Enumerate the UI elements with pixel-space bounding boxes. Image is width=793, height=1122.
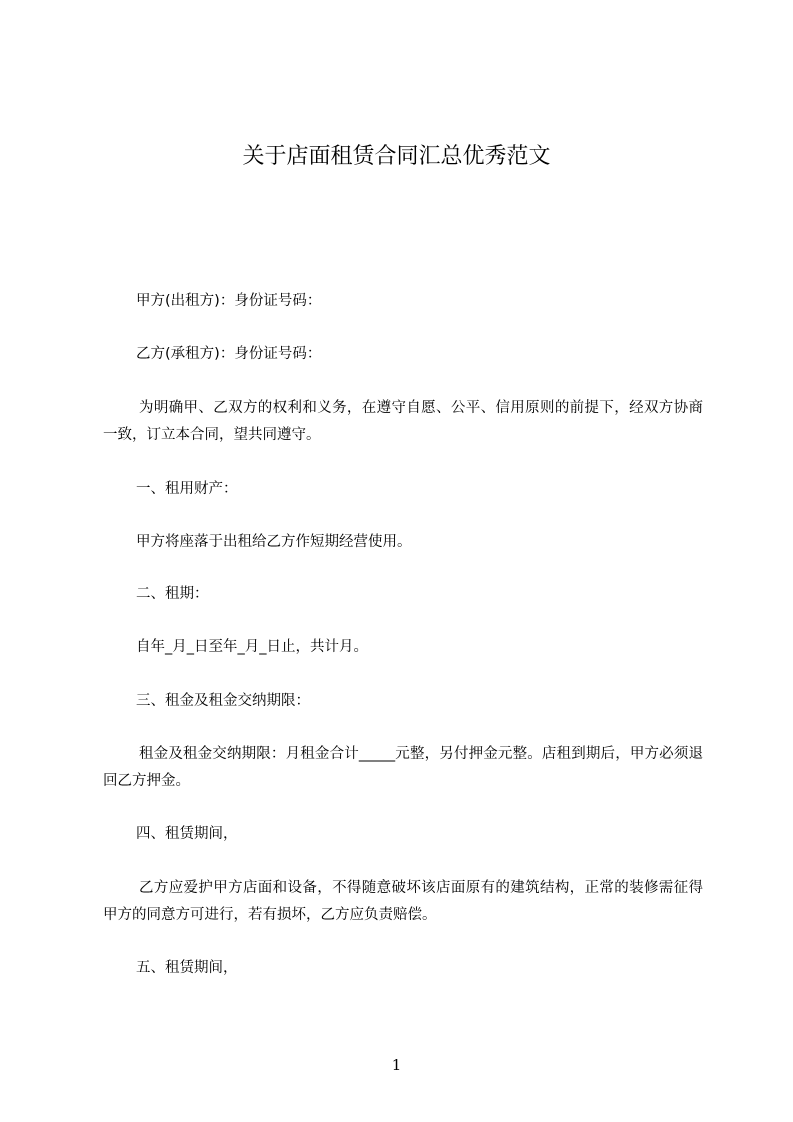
section-1-body: 甲方将座落于出租给乙方作短期经营使用。	[136, 534, 412, 550]
section-4-heading: 四、租赁期间，	[136, 826, 238, 842]
page-number: 1	[391, 1056, 402, 1074]
section-2-heading: 二、租期：	[136, 586, 209, 602]
party-a-line: 甲方(出租方)：身份证号码：	[136, 293, 322, 309]
section-4-body: 乙方应爱护甲方店面和设备，不得随意破坏该店面原有的建筑结构，正常的装修需征得甲方的同意方可进行，若有损坏，乙方应负责赔偿。	[103, 880, 703, 923]
section-2-body: 自年_月_日至年_月_日止，共计月。	[136, 639, 368, 655]
section-1-heading: 一、租用财产：	[136, 481, 238, 497]
document-title: 关于店面租赁合同汇总优秀范文	[242, 144, 551, 169]
section-3-body: 租金及租金交纳期限：月租金合计_____元整，另付押金元整。店租到期后，甲方必须退回乙方押金。	[103, 746, 703, 789]
section-5-heading: 五、租赁期间，	[136, 960, 238, 976]
party-b-line: 乙方(承租方)：身份证号码：	[136, 346, 322, 362]
preamble-paragraph: 为明确甲、乙双方的权利和义务，在遵守自愿、公平、信用原则的前提下，经双方协商一致，订立本合同，望共同遵守。	[103, 400, 703, 443]
section-3-heading: 三、租金及租金交纳期限：	[136, 693, 310, 709]
